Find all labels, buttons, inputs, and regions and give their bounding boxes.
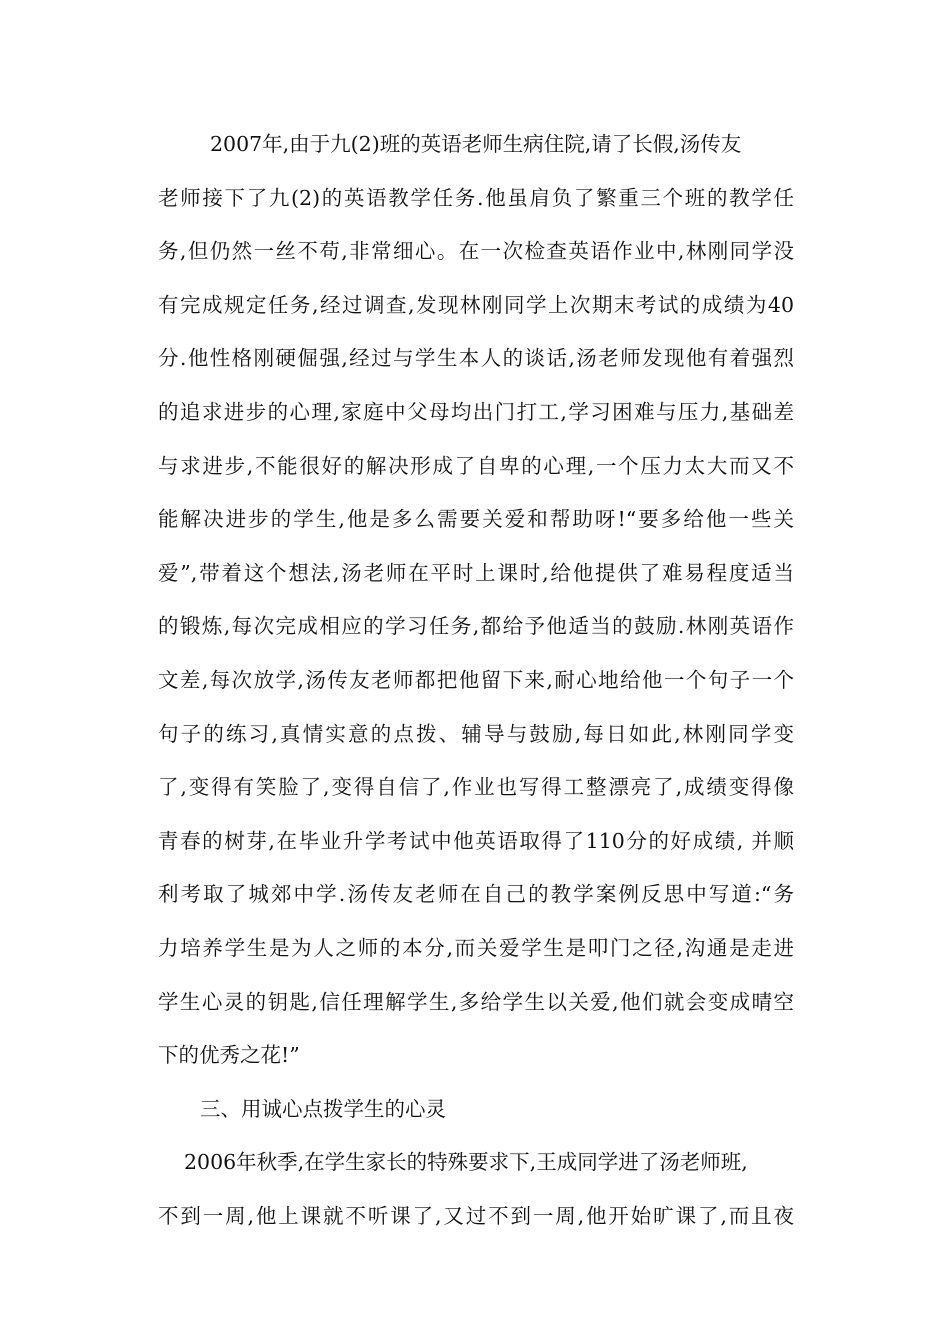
text-line: 老师接下了九(2)的英语教学任务.他虽肩负了繁重三个班的教学任 [158, 185, 794, 210]
paragraph-wang-cheng [158, 1136, 794, 1243]
text-line: 务,但仍然一丝不苟,非常细心。在一次检查英语作业中,林刚同学没 [158, 239, 794, 264]
text-line: 2007年,由于九(2)班的英语老师生病住院,请了长假,汤传友 [210, 132, 742, 156]
text-line: 句子的练习,真情实意的点拨、辅导与鼓励,每日如此,林刚同学变 [158, 721, 794, 746]
text-line: 能解决进步的学生,他是多么需要关爱和帮助呀!“要多给他一些关 [158, 507, 794, 532]
document-body [158, 118, 794, 1243]
text-line: 的锻炼,每次完成相应的学习任务,都给予他适当的鼓励.林刚英语作 [158, 614, 794, 639]
text-line: 有完成规定任务,经过调查,发现林刚同学上次期末考试的成绩为40 [158, 292, 794, 317]
text-line: 文差,每次放学,汤传友老师都把他留下来,耐心地给他一个句子一个 [158, 667, 794, 692]
text-line: 与求进步,不能很好的解决形成了自卑的心理,一个压力太大而又不 [158, 453, 794, 478]
text-line: 学生心灵的钥匙,信任理解学生,多给学生以关爱,他们就会变成晴空 [158, 989, 794, 1014]
section-heading: 三、用诚心点拨学生的心灵 [200, 1096, 446, 1121]
text-line: 2006年秋季,在学生家长的特殊要求下,王成同学进了汤老师班, [184, 1150, 748, 1175]
text-line: 青春的树芽,在毕业升学考试中他英语取得了110分的好成绩, 并顺 [158, 828, 794, 853]
text-line: 下的优秀之花!” [158, 1043, 300, 1068]
text-line: 了,变得有笑脸了,变得自信了,作业也写得工整漂亮了,成绩变得像 [158, 775, 794, 800]
paragraph-teacher-tang-lin-gang [158, 118, 794, 1083]
text-line: 力培养学生是为人之师的本分,而关爱学生是叩门之径,沟通是走进 [158, 935, 794, 960]
text-line: 爱”,带着这个想法,汤老师在平时上课时,给他提供了难易程度适当 [158, 560, 794, 585]
text-line: 分.他性格刚硬倔强,经过与学生本人的谈话,汤老师发现他有着强烈 [158, 346, 794, 371]
text-line: 不到一周,他上课就不听课了,又过不到一周,他开始旷课了,而且夜 [158, 1203, 794, 1228]
text-line: 的追求进步的心理,家庭中父母均出门打工,学习困难与压力,基础差 [158, 399, 794, 424]
text-line: 利考取了城郊中学.汤传友老师在自己的教学案例反思中写道:“务 [158, 882, 794, 907]
